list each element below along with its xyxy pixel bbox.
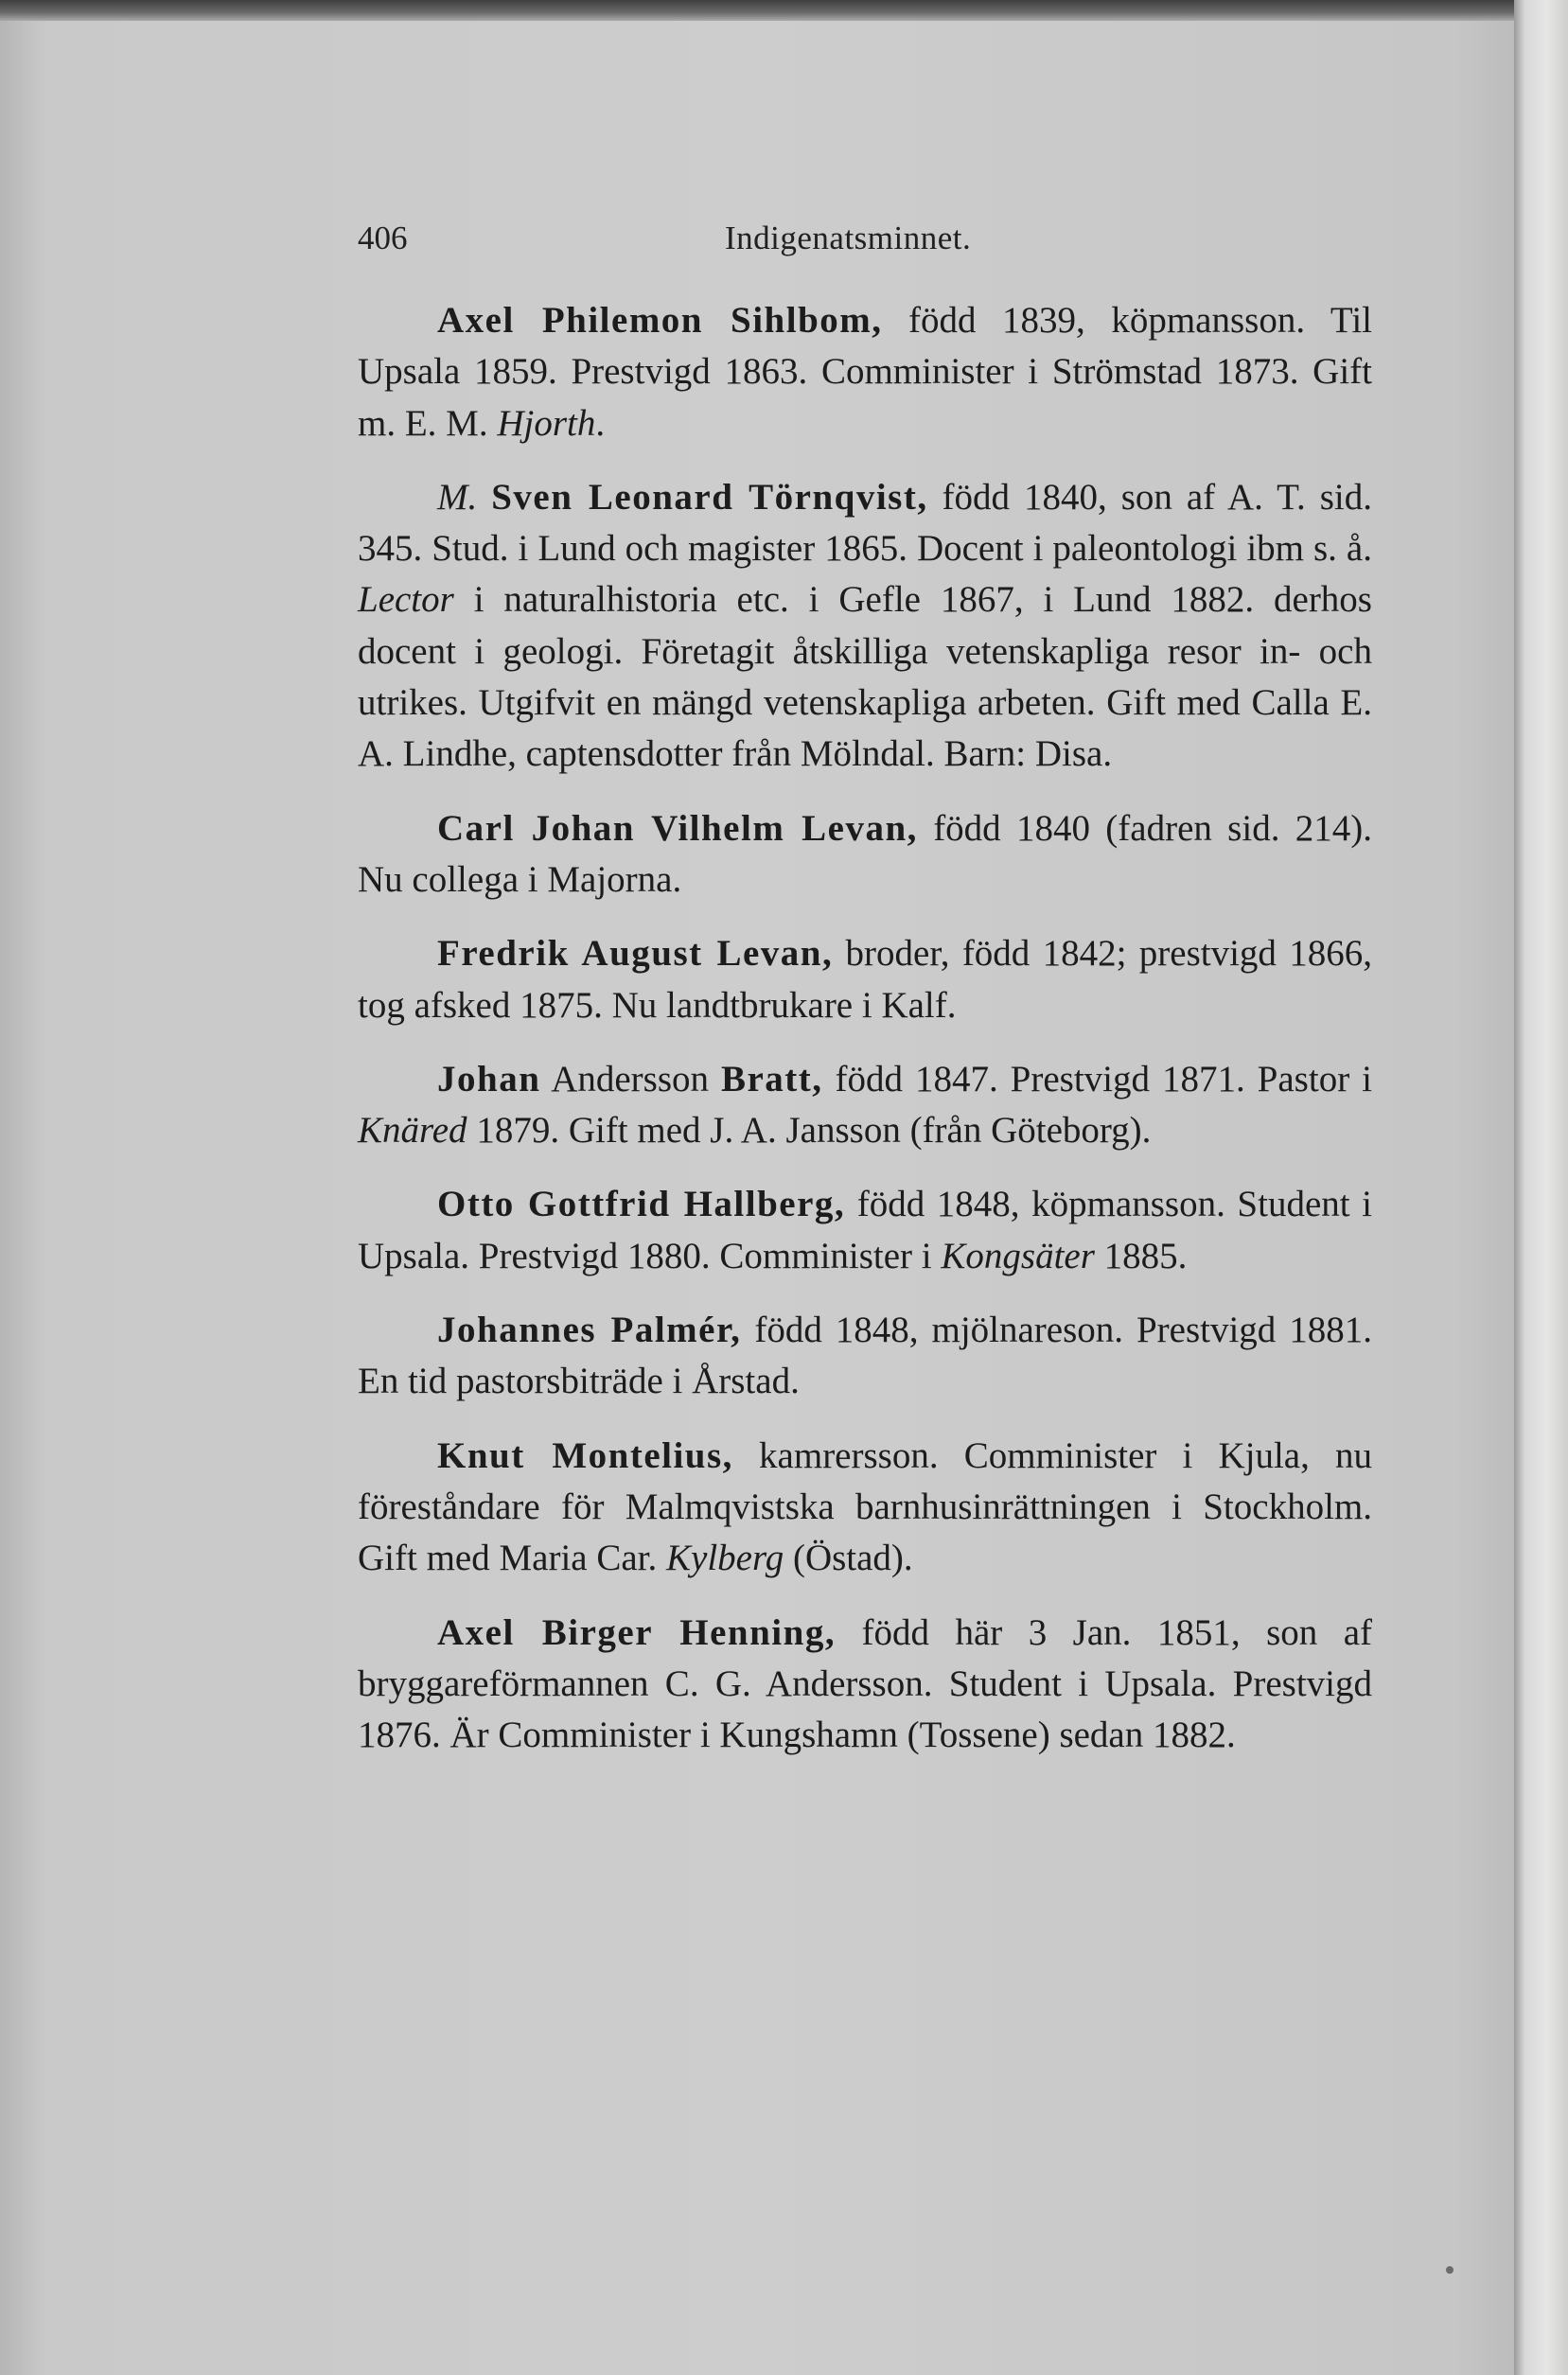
entry-prefix: M. — [437, 476, 478, 518]
entry-text: född här 3 Jan. 1851, son af bryggareförmannen C. G. Andersson. Student i Upsala. Prestvigd 1876. Är Comminister i Kungshamn (Tossene) sedan 1882. — [358, 1611, 1373, 1756]
entry-name: Axel Birger Henning, — [437, 1611, 837, 1653]
entry-text: född 1840 (fadren sid. 214). Nu collega i Majorna. — [358, 807, 1372, 900]
entry-text: (Östad). — [784, 1538, 913, 1579]
entry-name: Fredrik August Levan, — [437, 933, 834, 975]
entry-paragraph — [358, 1179, 1372, 1282]
entry-text: 1879. Gift med J. A. Jansson (från Göteborg). — [467, 1110, 1152, 1152]
entry-paragraph — [358, 472, 1372, 781]
scan-right-edge — [1514, 0, 1568, 2375]
entries-list — [358, 295, 1372, 1784]
entry-name: Axel Philemon Sihlbom, — [437, 300, 883, 341]
entry-name-part: Bratt, — [720, 1058, 823, 1100]
entry-name-part: Andersson — [540, 1058, 721, 1100]
entry-text: 1885. — [1094, 1235, 1188, 1276]
entry-italic-text: Kongsäter — [941, 1235, 1095, 1276]
entry-name: Knut Montelius, — [437, 1434, 733, 1476]
entry-italic-text: Knäred — [358, 1110, 467, 1152]
scan-top-edge — [0, 0, 1514, 21]
entry-paragraph — [358, 295, 1372, 449]
entry-name: Otto Gottfrid Hallberg, — [437, 1184, 846, 1225]
entry-italic-text: Hjorth — [497, 402, 596, 444]
ink-speck — [1446, 2266, 1453, 2274]
entry-text: broder, född 1842; prestvigd 1866, tog afsked 1875. Nu landtbrukare i Kalf. — [358, 933, 1372, 1026]
entry-name: Carl Johan Vilhelm Levan, — [437, 807, 918, 849]
entry-text: i naturalhistoria etc. i Gefle 1867, i Lund 1882. derhos docent i geologi. Företagit åtskilliga vetenskapliga resor in- och utrikes. Utgifvit en mängd vetenskapliga arbeten. Gift med Calla E. A. Lindhe, captensdotter från Mölndal. Barn: Disa. — [358, 579, 1372, 775]
entry-italic-text: Kylberg — [666, 1538, 784, 1579]
entry-paragraph — [358, 1431, 1372, 1585]
entry-paragraph — [358, 803, 1372, 906]
entry-name: Sven Leonard Törnqvist, — [491, 476, 928, 518]
page-number: 406 — [358, 220, 408, 256]
entry-paragraph — [358, 1054, 1372, 1157]
entry-italic-text: Lector — [358, 579, 454, 621]
entry-paragraph — [358, 928, 1372, 1031]
entry-text: född 1848, mjölnareson. Prestvigd 1881. En tid pastorsbiträde i Årstad. — [358, 1310, 1372, 1402]
entry-text: kamrersson. Comminister i Kjula, nu föreståndare för Malmqvistska barnhusinrättningen i Stockholm. Gift med Maria Car. — [358, 1434, 1372, 1579]
entry-text: född 1840, son af A. T. sid. 345. Stud. i Lund och magister 1865. Docent i paleontologi ibm s. å. — [358, 476, 1373, 570]
entry-text: . — [595, 402, 606, 444]
entry-text: född 1839, köpmansson. Til Upsala 1859. Prestvigd 1863. Comminister i Strömstad 1873. Gift m. E. M. — [358, 300, 1373, 444]
entry-name: Johannes Palmér, — [437, 1310, 742, 1351]
entry-paragraph — [358, 1608, 1372, 1762]
entry-paragraph — [358, 1305, 1372, 1408]
entry-name-part: Johan — [437, 1058, 541, 1100]
entry-text: född 1848, köpmansson. Student i Upsala. Prestvigd 1880. Comminister i — [358, 1184, 1372, 1276]
entry-text: född 1847. Prestvigd 1871. Pastor i — [822, 1058, 1372, 1100]
running-title: Indigenatsminnet. — [725, 220, 972, 256]
